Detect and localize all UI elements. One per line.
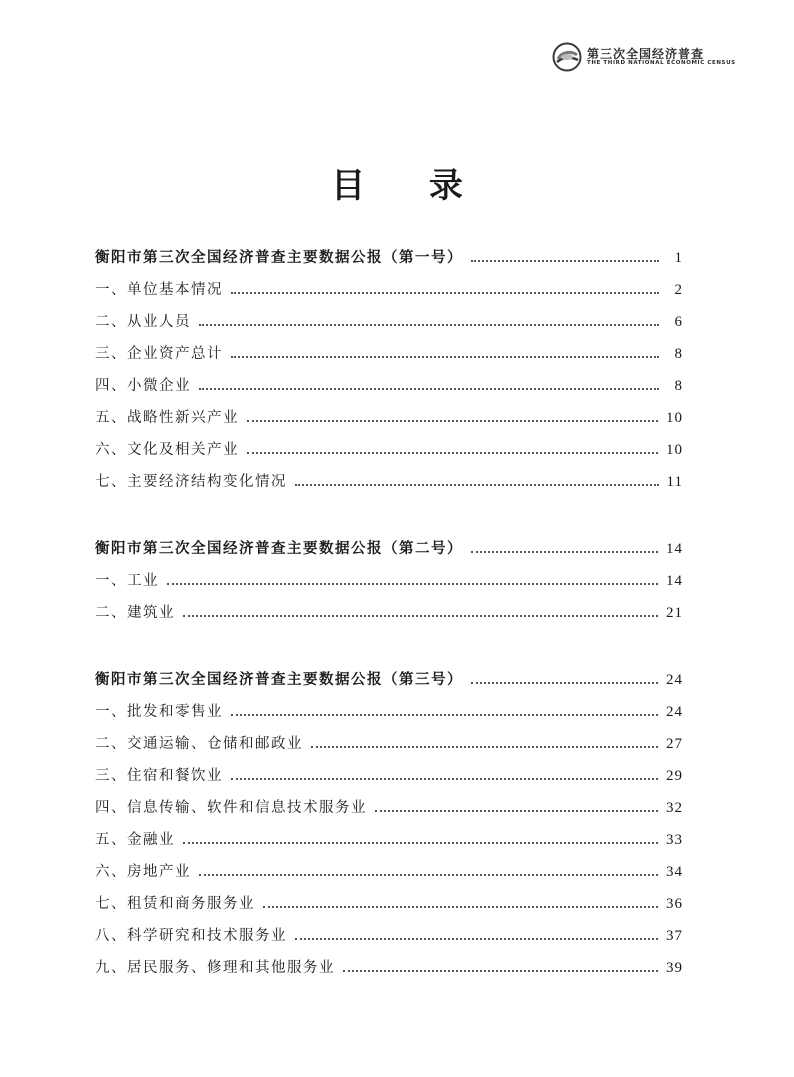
toc-entry[interactable] xyxy=(95,796,683,828)
toc-entry-title: 四、信息传输、软件和信息技术服务业 xyxy=(95,800,367,816)
toc-entry[interactable] xyxy=(95,342,683,374)
toc-entry-title: 三、住宿和餐饮业 xyxy=(95,768,223,784)
toc-dot-leader xyxy=(471,260,659,262)
toc-page-number: 33 xyxy=(666,832,683,848)
toc-page-number: 6 xyxy=(674,314,683,330)
toc-page-number: 14 xyxy=(666,573,683,589)
toc-page-number: 24 xyxy=(666,672,683,688)
toc-dot-leader xyxy=(471,551,658,553)
toc-page-number: 1 xyxy=(674,250,683,266)
toc-entry[interactable] xyxy=(95,892,683,924)
logo-english-text: THE THIRD NATIONAL ECONOMIC CENSUS xyxy=(587,60,736,66)
toc-dot-leader xyxy=(231,356,659,358)
toc-dot-leader xyxy=(375,810,658,812)
toc-entry-title: 一、单位基本情况 xyxy=(95,282,223,298)
toc-entry[interactable] xyxy=(95,956,683,988)
page-title: 目 录 xyxy=(331,166,489,206)
table-of-contents xyxy=(95,246,683,988)
toc-page-number: 14 xyxy=(666,541,683,557)
toc-dot-leader xyxy=(263,906,658,908)
census-logo xyxy=(552,42,736,72)
toc-dot-leader xyxy=(247,452,658,454)
toc-entry-title: 七、租赁和商务服务业 xyxy=(95,896,255,912)
toc-entry-title: 六、文化及相关产业 xyxy=(95,442,239,458)
toc-dot-leader xyxy=(311,746,658,748)
toc-entry[interactable] xyxy=(95,310,683,342)
toc-entry-title: 衡阳市第三次全国经济普查主要数据公报（第二号） xyxy=(95,541,463,557)
toc-entry[interactable] xyxy=(95,470,683,502)
toc-entry-title: 五、战略性新兴产业 xyxy=(95,410,239,426)
toc-heading-entry[interactable] xyxy=(95,246,683,278)
toc-entry-title: 八、科学研究和技术服务业 xyxy=(95,928,287,944)
toc-entry-title: 二、从业人员 xyxy=(95,314,191,330)
toc-entry[interactable] xyxy=(95,601,683,633)
toc-dot-leader xyxy=(199,874,658,876)
toc-dot-leader xyxy=(247,420,658,422)
toc-page-number: 37 xyxy=(666,928,683,944)
toc-entry[interactable] xyxy=(95,374,683,406)
toc-entry[interactable] xyxy=(95,700,683,732)
toc-entry[interactable] xyxy=(95,438,683,470)
toc-dot-leader xyxy=(295,484,659,486)
toc-entry-title: 四、小微企业 xyxy=(95,378,191,394)
toc-page-number: 32 xyxy=(666,800,683,816)
toc-entry[interactable] xyxy=(95,406,683,438)
toc-dot-leader xyxy=(343,970,658,972)
toc-entry-title: 六、房地产业 xyxy=(95,864,191,880)
toc-entry-title: 五、金融业 xyxy=(95,832,175,848)
toc-entry-title: 衡阳市第三次全国经济普查主要数据公报（第三号） xyxy=(95,672,463,688)
toc-dot-leader xyxy=(183,615,658,617)
toc-entry-title: 二、交通运输、仓储和邮政业 xyxy=(95,736,303,752)
census-emblem-icon xyxy=(552,42,582,72)
toc-page-number: 2 xyxy=(674,282,683,298)
logo-chinese-text: 第三次全国经济普查 xyxy=(587,47,705,61)
toc-page-number: 11 xyxy=(666,474,683,490)
toc-dot-leader xyxy=(471,682,658,684)
toc-page-number: 8 xyxy=(674,378,683,394)
toc-dot-leader xyxy=(295,938,658,940)
toc-page-number: 21 xyxy=(666,605,683,621)
toc-dot-leader xyxy=(231,714,658,716)
toc-entry-title: 七、主要经济结构变化情况 xyxy=(95,474,287,490)
toc-entry-title: 二、建筑业 xyxy=(95,605,175,621)
toc-entry[interactable] xyxy=(95,764,683,796)
toc-page-number: 10 xyxy=(666,442,683,458)
toc-dot-leader xyxy=(231,778,658,780)
toc-page-number: 8 xyxy=(674,346,683,362)
toc-page-number: 34 xyxy=(666,864,683,880)
toc-page-number: 29 xyxy=(666,768,683,784)
toc-page-number: 36 xyxy=(666,896,683,912)
toc-entry-title: 九、居民服务、修理和其他服务业 xyxy=(95,960,335,976)
toc-entry[interactable] xyxy=(95,828,683,860)
toc-entry-title: 一、批发和零售业 xyxy=(95,704,223,720)
toc-entry-title: 衡阳市第三次全国经济普查主要数据公报（第一号） xyxy=(95,250,463,266)
toc-page-number: 27 xyxy=(666,736,683,752)
toc-entry-title: 三、企业资产总计 xyxy=(95,346,223,362)
toc-dot-leader xyxy=(199,388,659,390)
toc-dot-leader xyxy=(167,583,658,585)
toc-heading-entry[interactable] xyxy=(95,668,683,700)
toc-entry[interactable] xyxy=(95,569,683,601)
toc-entry[interactable] xyxy=(95,278,683,310)
toc-entry[interactable] xyxy=(95,732,683,764)
toc-heading-entry[interactable] xyxy=(95,537,683,569)
toc-entry[interactable] xyxy=(95,924,683,956)
toc-entry-title: 一、工业 xyxy=(95,573,159,589)
toc-dot-leader xyxy=(231,292,659,294)
toc-page-number: 24 xyxy=(666,704,683,720)
toc-page-number: 10 xyxy=(666,410,683,426)
toc-dot-leader xyxy=(183,842,658,844)
toc-page-number: 39 xyxy=(666,960,683,976)
toc-entry[interactable] xyxy=(95,860,683,892)
toc-dot-leader xyxy=(199,324,659,326)
